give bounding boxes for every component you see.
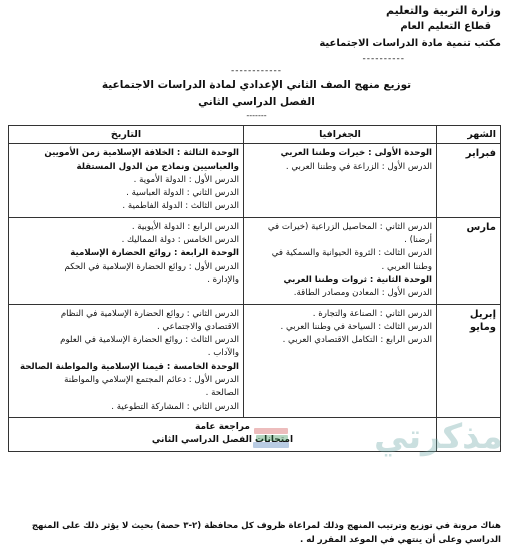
month-column-header: الشهر (437, 126, 501, 144)
office-title: مكتب تنمية مادة الدراسات الاجتماعية (319, 38, 501, 49)
lesson-line: الدرس الرابع : التكامل الاقتصادي العربي . (282, 335, 432, 346)
history-cell (9, 304, 244, 417)
lesson-line: الدرس الأول : دعائم المجتمع الإسلامي والمواطنة (64, 375, 239, 386)
geography-cell (244, 217, 437, 304)
sector-title: قطاع التعليم العام (400, 21, 491, 32)
unit-title: الوحدة الأولى : خيرات وطننا العربي (280, 148, 432, 159)
month-cell: إبريل ومايو (437, 304, 501, 417)
lesson-line: والإدارة . (207, 274, 239, 285)
table-row (9, 217, 501, 304)
lesson-line: الدرس الثالث : الثروة الحيوانية والسمكية في (271, 248, 432, 259)
lesson-line: أرضنا) . (404, 235, 432, 246)
lesson-line: الدرس الأول : الزراعة في وطننا العربي . (285, 161, 432, 172)
watermark-text: مذكرتي (374, 417, 503, 457)
unit-title: والعباسيين ونماذج من الدول المستقلة (76, 161, 239, 172)
history-cell (9, 217, 244, 304)
unit-title: الوحدة الثالثة : الخلافة الإسلامية زمن الأمويين (44, 148, 239, 159)
unit-title: الوحدة الخامسة : قيمنا الإسلامية والمواطنة الصالحة (20, 361, 239, 372)
exams-label: امتحانات الفصل الدراسي الثاني (151, 435, 294, 446)
watermark-logo (248, 388, 503, 468)
lesson-line: الصالحة . (205, 388, 239, 399)
history-cell (9, 144, 244, 217)
lesson-line: الدرس الثالث : روائع الحضارة الإسلامية في العلوم (60, 335, 239, 346)
month-cell: فبراير (437, 144, 501, 217)
lesson-line: الدرس الثاني : المشاركة التطوعية . (111, 401, 239, 412)
geography-cell (244, 144, 437, 217)
lesson-line: الدرس الرابع : الدولة الأيوبية . (131, 221, 239, 232)
unit-title: الوحدة الرابعة : روائع الحضارة الإسلامية (70, 248, 239, 259)
ministry-title: وزارة التربية والتعليم (386, 4, 501, 17)
books-icon (253, 428, 289, 448)
lesson-line: الدرس الأول : المعادن ومصادر الطاقة. (293, 288, 432, 299)
lesson-line: الدرس الثاني : الصناعة والتجارة . (312, 308, 432, 319)
lesson-line: الدرس الأول : الدولة الأموية . (133, 174, 239, 185)
footer-note: هناك مرونة في توزيع وترتيب المنهج وذلك لمراعاة ظروف كل محافظة (٢-٣ حصة) بحيث لا يؤثر ذلك على المنهج الدراسي وعلى أن ينتهي في الموعد المقرر له . (31, 521, 501, 545)
table-header-row (9, 126, 501, 144)
lesson-line: الدرس الثاني : الدولة العباسية . (126, 188, 239, 199)
lesson-line: الدرس الثالث : الدولة الفاطمية . (122, 201, 239, 212)
lesson-line: الدرس الثالث : السياحة في وطننا العربي . (280, 321, 432, 332)
lesson-line: الدرس الثاني : روائع الحضارة الإسلامية في النظام (60, 308, 239, 319)
header-divider: ---------- (362, 54, 405, 64)
lesson-line: الدرس الأول : روائع الحضارة الإسلامية في الحكم (64, 261, 239, 272)
unit-title: الوحدة الثانية : ثروات وطننا العربي (283, 274, 432, 285)
review-label: مراجعة عامة (195, 421, 250, 432)
lesson-line: والآداب . (207, 348, 239, 359)
history-column-header: التاريخ (9, 126, 244, 144)
lesson-line: وطننا العربي . (381, 261, 432, 272)
page-divider: ------------ (231, 66, 282, 76)
term-divider: ------- (246, 111, 267, 120)
month-cell: مارس (437, 217, 501, 304)
geography-column-header: الجغرافيا (244, 126, 437, 144)
lesson-line: الدرس الثاني : المحاصيل الزراعية (خيرات في (267, 221, 432, 232)
page-title: توزيع منهج الصف الثاني الإعدادي لمادة الدراسات الاجتماعية (101, 79, 412, 91)
table-row (9, 144, 501, 217)
term-title: الفصل الدراسي الثاني (198, 96, 315, 108)
lesson-line: الاقتصادي والاجتماعي . (156, 321, 239, 332)
lesson-line: الدرس الخامس : دولة المماليك . (121, 235, 239, 246)
